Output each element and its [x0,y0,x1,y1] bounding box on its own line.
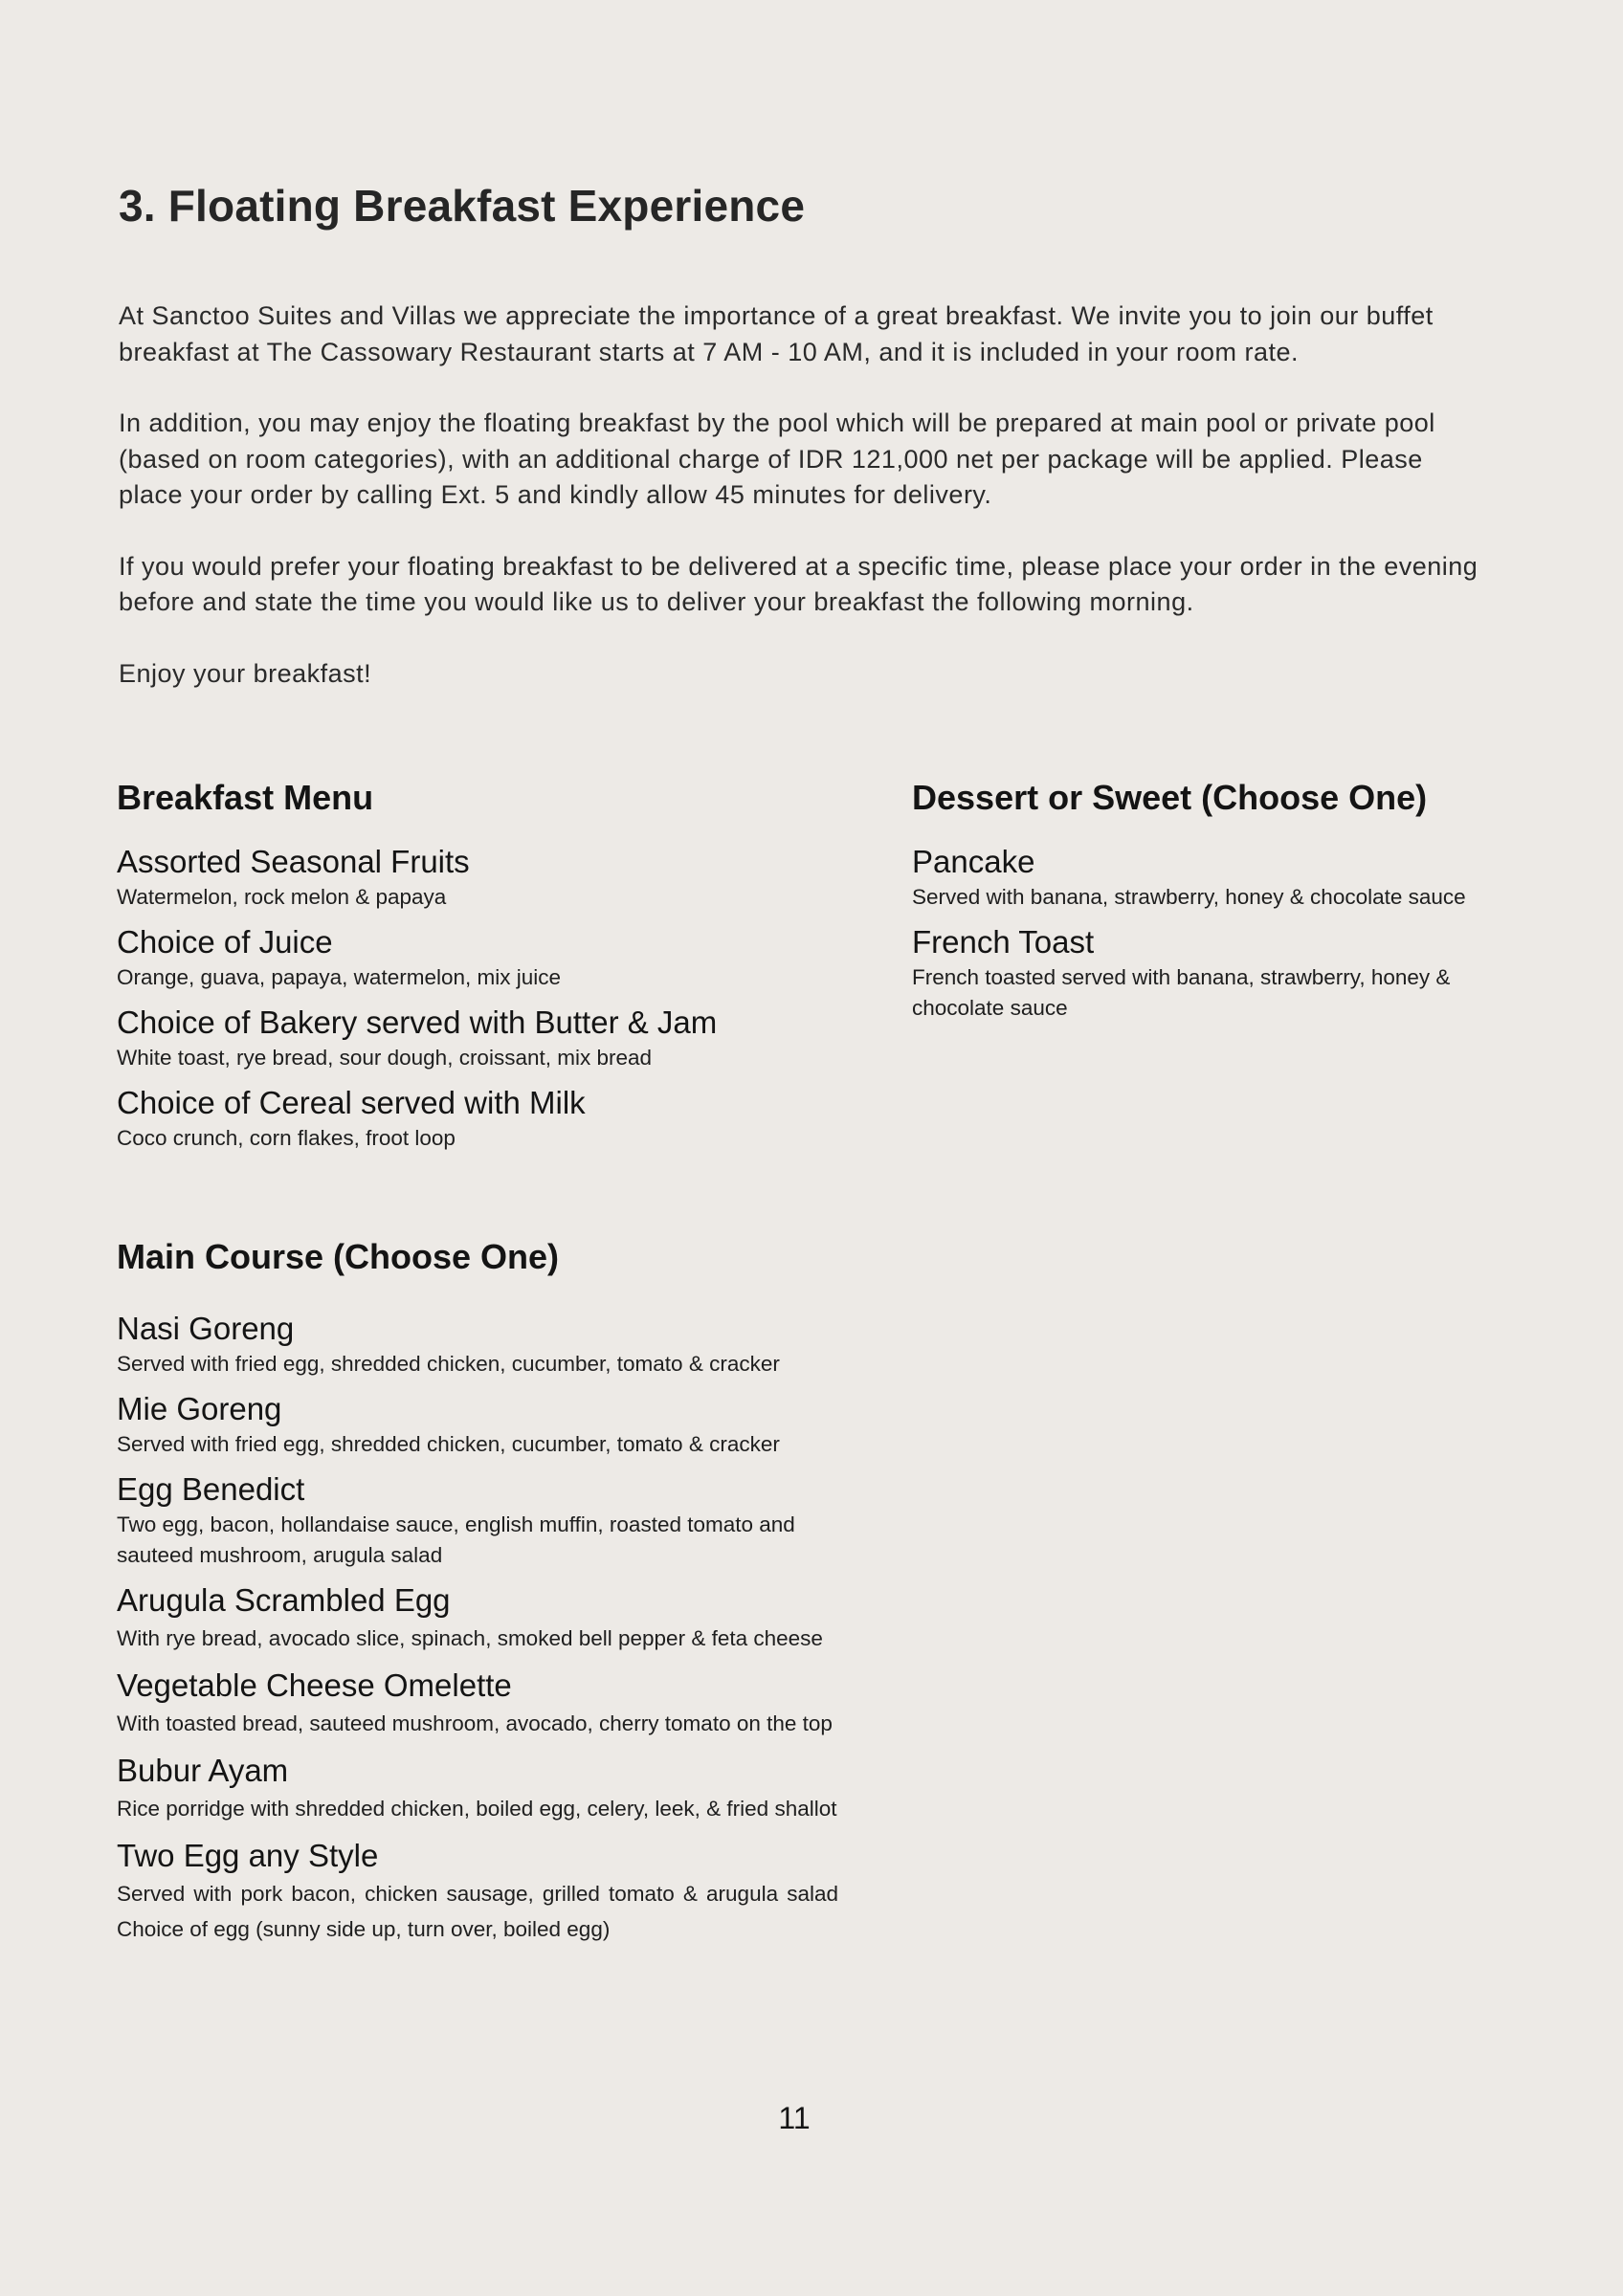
menu-item-description: Coco crunch, corn flakes, froot loop [117,1126,456,1150]
menu-item-description: Served with fried egg, shredded chicken, cucumber, tomato & cracker [117,1352,780,1376]
intro-paragraph: If you would prefer your floating breakfast to be delivered at a specific time, please place your order in the evening before and state the time you would like us to deliver your breakfast the following morning. [119,551,1478,616]
menu-item [117,1003,844,1073]
menu-item-description: Watermelon, rock melon & papaya [117,885,447,909]
menu-item-name: Choice of Juice [117,924,333,960]
page-number: 11 [778,2101,811,2135]
section-title: Breakfast Menu [117,778,374,817]
menu-item [117,1309,838,1380]
menu-item-description: Served with banana, strawberry, honey & chocolate sauce [912,885,1466,909]
menu-item [912,922,1524,1024]
breakfast-menu-section [117,777,844,1163]
page-title: 3. Floating Breakfast Experience [119,181,806,231]
menu-item-name: Bubur Ayam [117,1753,289,1788]
menu-item-name: Two Egg any Style [117,1838,379,1873]
intro-paragraph: In addition, you may enjoy the floating breakfast by the pool which will be prepared at main pool or private pool (based on room categories), with an additional charge of IDR 121,000 net per package will be applied. Please place your order by calling Ext. 5 and kindly allow 45 minutes for delivery. [119,408,1435,509]
menu-item-description: Two egg, bacon, hollandaise sauce, english muffin, roasted tomato and sauteed mushroom, arugula salad [117,1512,795,1567]
menu-item-name: Assorted Seasonal Fruits [117,844,470,879]
menu-item-description: Rice porridge with shredded chicken, boiled egg, celery, leek, & fried shallot [117,1797,837,1821]
menu-item-description: French toasted served with banana, strawberry, honey & chocolate sauce [912,965,1451,1020]
menu-item-name: Nasi Goreng [117,1311,295,1346]
menu-item-description: With rye bread, avocado slice, spinach, smoked bell pepper & feta cheese [117,1626,823,1650]
menu-item [117,1083,844,1154]
intro-paragraph: Enjoy your breakfast! [119,658,372,688]
menu-item [117,1666,838,1741]
section-title: Main Course (Choose One) [117,1237,560,1276]
menu-item [117,842,844,913]
menu-item [912,842,1524,913]
menu-item-name: Choice of Cereal served with Milk [117,1085,586,1120]
main-course-section [117,1236,838,1956]
menu-item-description: Served with pork bacon, chicken sausage, grilled tomato & arugula salad Choice of egg (sunny side up, turn over, boiled egg) [117,1882,838,1941]
intro-paragraph: At Sanctoo Suites and Villas we appreciate the importance of a great breakfast. We invite you to join our buffet breakfast at The Cassowary Restaurant starts at 7 AM - 10 AM, and it is included in your room rate. [119,301,1434,366]
section-title: Dessert or Sweet (Choose One) [912,778,1428,817]
menu-item [117,1469,838,1571]
menu-item-name: Arugula Scrambled Egg [117,1582,451,1618]
dessert-section [912,777,1524,1033]
menu-item [117,1836,838,1947]
menu-item-name: Egg Benedict [117,1471,305,1507]
menu-item-name: Choice of Bakery served with Butter & Jam [117,1004,718,1040]
menu-item [117,1389,838,1460]
menu-item-description: Served with fried egg, shredded chicken, cucumber, tomato & cracker [117,1432,780,1456]
menu-item [117,1580,838,1656]
menu-item-name: Mie Goreng [117,1391,282,1426]
menu-item-name: Pancake [912,844,1035,879]
menu-item-description: With toasted bread, sauteed mushroom, avocado, cherry tomato on the top [117,1711,833,1735]
menu-item-description: White toast, rye bread, sour dough, croissant, mix bread [117,1046,653,1070]
menu-item-description: Orange, guava, papaya, watermelon, mix juice [117,965,561,989]
menu-item-name: Vegetable Cheese Omelette [117,1667,512,1703]
menu-item [117,1751,838,1826]
menu-item-name: French Toast [912,924,1095,960]
menu-item [117,922,844,993]
intro-text [119,298,1487,727]
